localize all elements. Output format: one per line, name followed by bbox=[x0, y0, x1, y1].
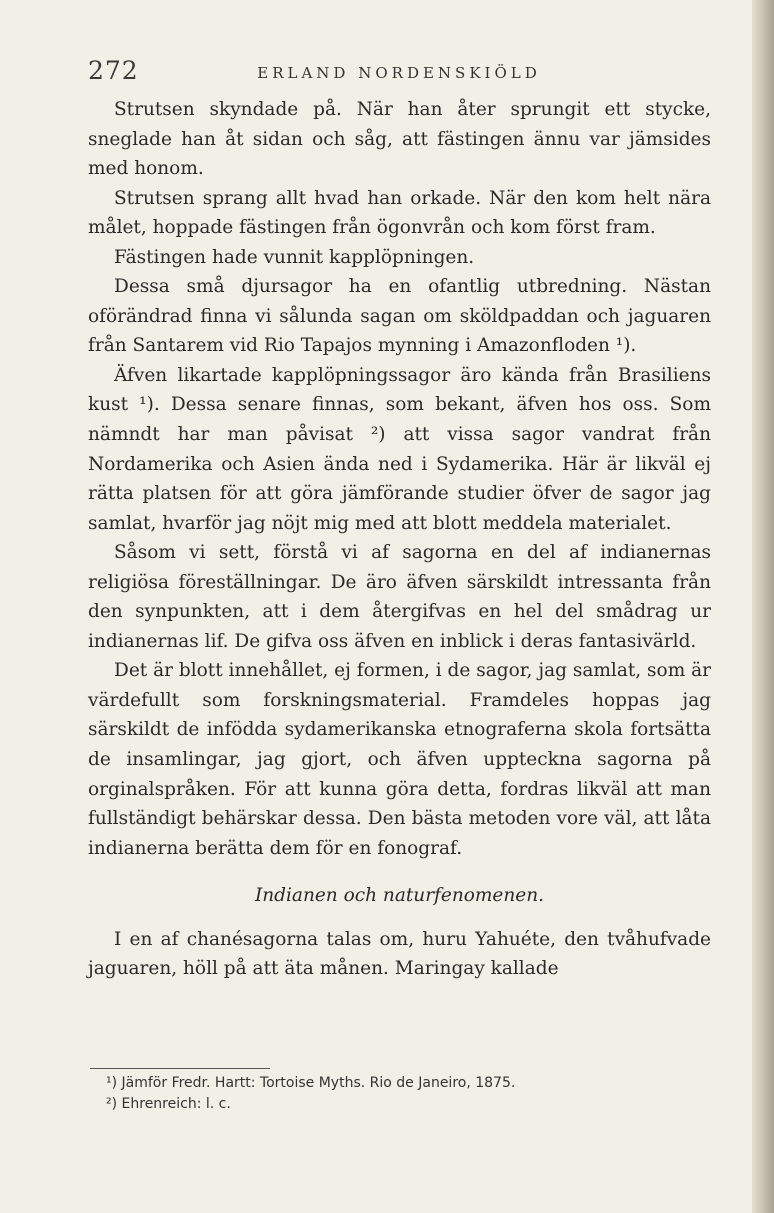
footnote-rule bbox=[90, 1068, 270, 1069]
footnote: ¹) Jämför Fredr. Hartt: Tortoise Myths. Rio de Janeiro, 1875. bbox=[106, 1075, 516, 1091]
paragraph: I en af chanésagorna talas om, huru Yahuéte, den tvåhufvade jaguaren, höll på att äta månen. Maringay kallade bbox=[88, 928, 711, 980]
paragraph: Äfven likartade kapplöpningssagor äro kända från Brasiliens kust ¹). Dessa senare finnas, som bekant, äfven hos oss. Som nämndt har man påvisat ²) att vissa sagor vandrat från Nordamerika och Asien ända ned i Sydamerika. Här är likväl ej rätta platsen för att göra jämförande studier öfver de sagor jag samlat, hvarför jag nöjt mig med att blott meddela materialet. bbox=[88, 364, 711, 534]
paragraph: Dessa små djursagor ha en ofantlig utbredning. Nästan oförändrad finna vi sålunda sagan om sköldpaddan och jaguaren från Santarem vid Rio Tapajos mynning i Amazonfloden ¹). bbox=[88, 276, 711, 357]
page-edge-shadow bbox=[752, 0, 774, 1213]
footnotes bbox=[88, 1073, 711, 1115]
page-number: 272 bbox=[88, 56, 139, 85]
paragraph: Fästingen hade vunnit kapplöpningen. bbox=[114, 246, 475, 268]
paragraph: Det är blott innehållet, ej formen, i de sagor, jag samlat, som är värdefullt som forskningsmaterial. Framdeles hoppas jag särskildt de infödda sydamerikanska etnograferna skola fortsätta de insamlingar, jag gjort, och äfven uppteckna sagorna på orginalspråken. För att kunna göra detta, fordras likväl att man fullständigt behärskar dessa. Den bästa metoden vore väl, att låta indianerna berätta dem för en fonograf. bbox=[88, 660, 711, 859]
running-head: ERLAND NORDENSKIÖLD bbox=[257, 64, 541, 82]
paragraph: Såsom vi sett, förstå vi af sagorna en del af indianernas religiösa föreställningar. De äro äfven särskildt intressanta från den synpunkten, att i dem återgifvas en hel del smådrag ur indianernas lif. De gifva oss äfven en inblick i deras fantasivärld. bbox=[88, 542, 711, 652]
footnote: ²) Ehrenreich: l. c. bbox=[106, 1096, 231, 1112]
section-heading: Indianen och naturfenomenen. bbox=[254, 885, 545, 907]
body-text bbox=[88, 95, 711, 984]
paragraph: Strutsen sprang allt hvad han orkade. När den kom helt nära målet, hoppade fästingen från ögonvrån och kom först fram. bbox=[88, 187, 711, 239]
page-header bbox=[88, 56, 710, 90]
paragraph: Strutsen skyndade på. När han åter sprungit ett stycke, sneglade han åt sidan och såg, att fästingen ännu var jämsides med honom. bbox=[88, 99, 711, 180]
